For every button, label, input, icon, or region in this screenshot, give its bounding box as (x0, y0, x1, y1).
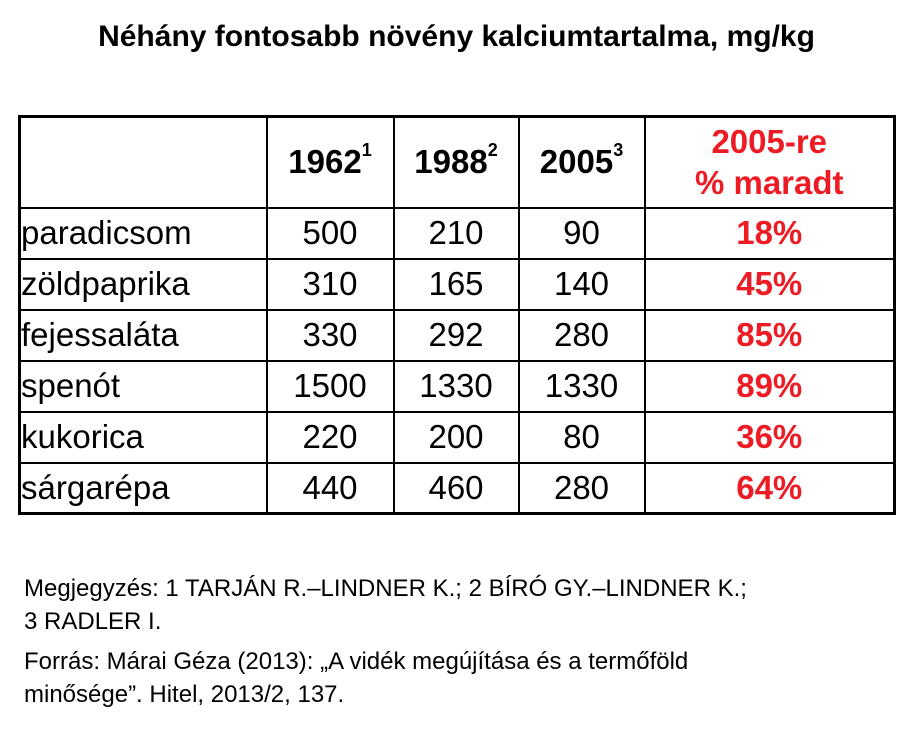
value-2005: 80 (519, 412, 645, 463)
value-2005: 1330 (519, 361, 645, 412)
header-percent-line1: 2005-re (711, 123, 828, 161)
note-forras-line1: Forrás: Márai Géza (2013): „A vidék megújítása és a termőföld (24, 648, 689, 675)
header-percent-remaining (645, 117, 895, 208)
header-2005-label: 2005 (539, 143, 614, 181)
header-1962 (267, 117, 394, 208)
note-megjegyzes-line1: Megjegyzés: 1 TARJÁN R.–LINDNER K.; 2 BÍRÓ GY.–LINDNER K.; (24, 575, 747, 602)
value-1962: 310 (267, 259, 394, 310)
plant-name: zöldpaprika (20, 259, 267, 310)
value-1988: 165 (394, 259, 519, 310)
header-1962-superscript: 1 (361, 140, 372, 161)
value-1962: 440 (267, 463, 394, 514)
header-1988 (394, 117, 519, 208)
note-megjegyzes (24, 572, 747, 638)
value-1988: 292 (394, 310, 519, 361)
table-row-paradicsom (20, 208, 895, 259)
value-2005: 140 (519, 259, 645, 310)
value-percent: 18% (645, 208, 895, 259)
table-row-zoldpaprika (20, 259, 895, 310)
header-1988-superscript: 2 (487, 140, 498, 161)
plant-name: sárgarépa (20, 463, 267, 514)
plant-name: kukorica (20, 412, 267, 463)
value-1988: 1330 (394, 361, 519, 412)
table-header-row (20, 117, 895, 208)
note-forras-line2: minősége”. Hitel, 2013/2, 137. (24, 681, 345, 708)
header-plant-cell (20, 117, 267, 208)
value-2005: 90 (519, 208, 645, 259)
plant-name: fejessaláta (20, 310, 267, 361)
value-1962: 500 (267, 208, 394, 259)
value-percent: 89% (645, 361, 895, 412)
header-2005-superscript: 3 (613, 140, 624, 161)
header-percent-line2: % maradt (694, 164, 844, 202)
table-row-spenot (20, 361, 895, 412)
header-1962-label: 1962 (288, 143, 362, 181)
value-1962: 330 (267, 310, 394, 361)
value-percent: 36% (645, 412, 895, 463)
note-megjegyzes-line2: 3 RADLER I. (24, 608, 162, 635)
value-2005: 280 (519, 310, 645, 361)
value-1988: 460 (394, 463, 519, 514)
plant-name: paradicsom (20, 208, 267, 259)
header-2005 (519, 117, 645, 208)
value-percent: 64% (645, 463, 895, 514)
value-percent: 45% (645, 259, 895, 310)
calcium-content-table (18, 115, 896, 515)
value-1962: 1500 (267, 361, 394, 412)
table-row-kukorica (20, 412, 895, 463)
value-2005: 280 (519, 463, 645, 514)
value-1988: 210 (394, 208, 519, 259)
table-row-sargarepa (20, 463, 895, 514)
value-percent: 85% (645, 310, 895, 361)
table-row-fejessalata (20, 310, 895, 361)
plant-name: spenót (20, 361, 267, 412)
value-1988: 200 (394, 412, 519, 463)
note-forras-source (24, 645, 688, 711)
page-title: Néhány fontosabb növény kalciumtartalma, mg/kg (98, 20, 815, 53)
value-1962: 220 (267, 412, 394, 463)
header-1988-label: 1988 (414, 143, 488, 181)
